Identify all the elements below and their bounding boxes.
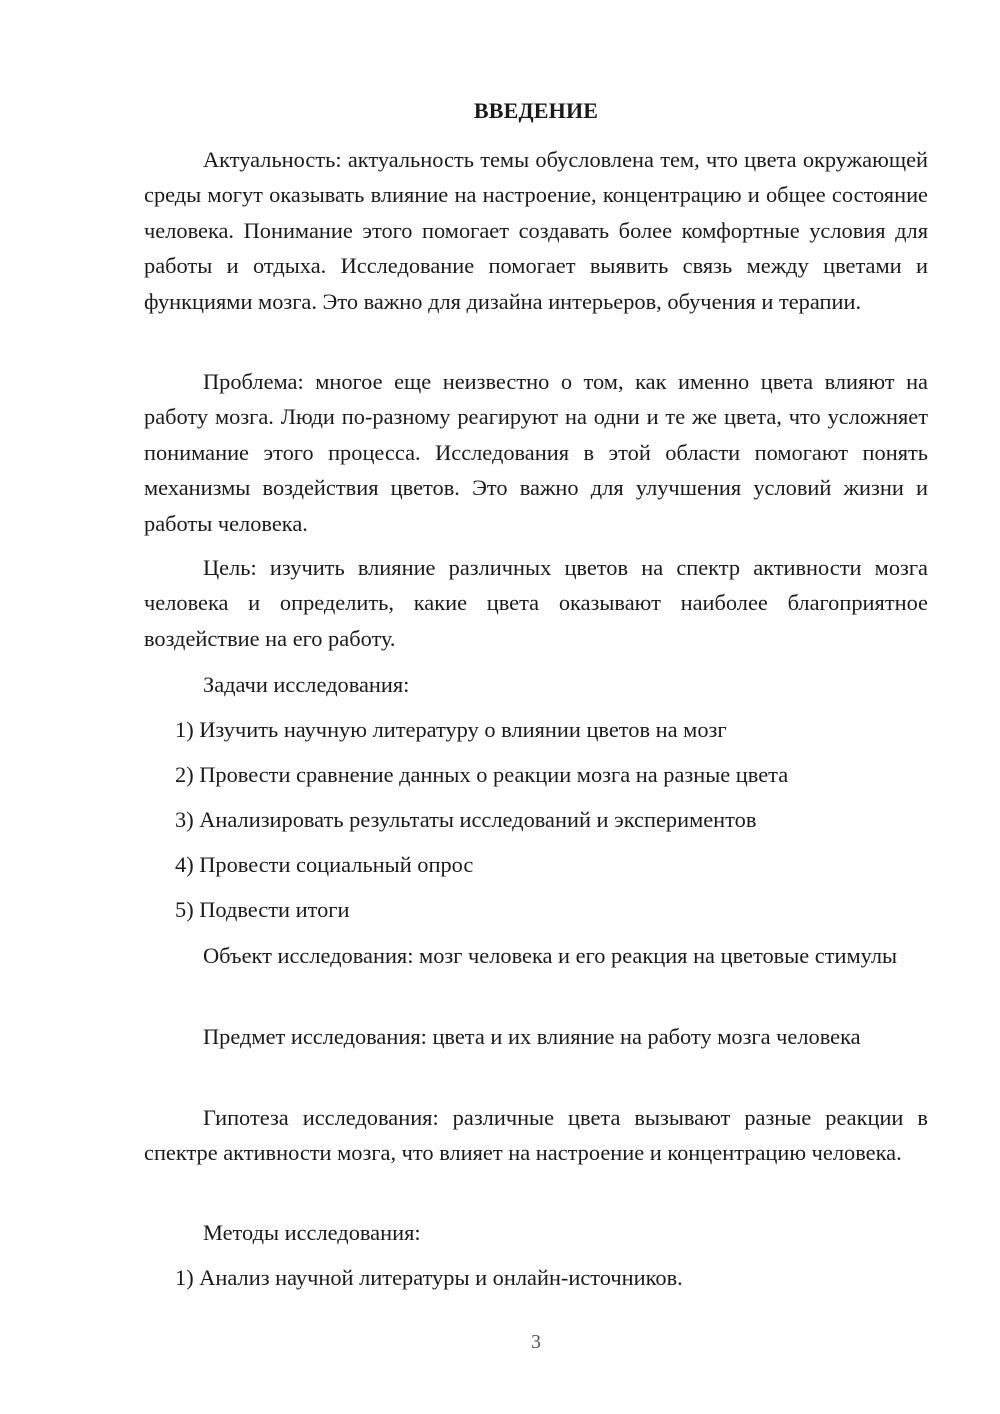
tasks-heading: Задачи исследования:	[203, 672, 410, 697]
relevance-paragraph: Актуальность: актуальность темы обусловлена тем, что цвета окружающей среды могут оказывать влияние на настроение, концентрацию и общее состояние человека. Понимание этого помогает создавать более комфортные условия для работы и отдыха. Исследование помогает выявить связь между цветами и функциями мозга. Это важно для дизайна интерьеров, обучения и терапии.	[144, 147, 928, 314]
list-item: 1) Анализ научной литературы и онлайн-источников.	[175, 1265, 683, 1290]
list-item: 2) Провести сравнение данных о реакции мозга на разные цвета	[175, 762, 789, 787]
hypothesis-paragraph: Гипотеза исследования: различные цвета вызывают разные реакции в спектре активности мозга, что влияет на настроение и концентрацию человека.	[144, 1105, 928, 1166]
page-number: 3	[531, 1331, 541, 1353]
subject-paragraph: Предмет исследования: цвета и их влияние на работу мозга человека	[203, 1024, 861, 1049]
methods-heading: Методы исследования:	[203, 1220, 421, 1245]
object-paragraph: Объект исследования: мозг человека и его реакция на цветовые стимулы	[203, 943, 898, 968]
list-item: 1) Изучить научную литературу о влиянии цветов на мозг	[175, 717, 727, 742]
list-item: 4) Провести социальный опрос	[175, 852, 474, 877]
problem-paragraph: Проблема: многое еще неизвестно о том, как именно цвета влияют на работу мозга. Люди по-разному реагируют на одни и те же цвета, что усложняет понимание этого процесса. Исследования в этой области помогают понять механизмы воздействия цветов. Это важно для улучшения условий жизни и работы человека.	[144, 369, 928, 536]
list-item: 3) Анализировать результаты исследований и экспериментов	[175, 807, 757, 832]
page-title: ВВЕДЕНИЕ	[473, 98, 599, 123]
list-item: 5) Подвести итоги	[175, 897, 350, 922]
goal-paragraph: Цель: изучить влияние различных цветов на спектр активности мозга человека и определить, какие цвета оказывают наиболее благоприятное воздействие на его работу.	[144, 555, 928, 651]
